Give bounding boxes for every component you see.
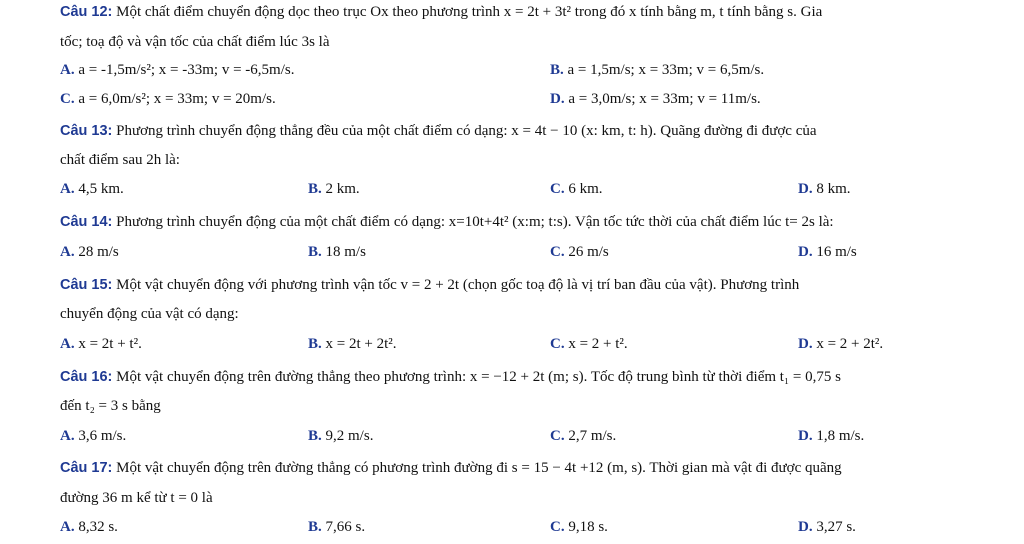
question-16-option-a[interactable]	[60, 426, 126, 446]
option-letter: D.	[798, 181, 813, 197]
option-letter: D.	[798, 519, 813, 535]
question-12-text: Một chất điểm chuyển động dọc theo trục Ox theo phương trình x = 2t + 3t² trong đó x tính bằng m, t tính bằng s. Gia	[112, 4, 823, 20]
question-15-line-1	[60, 275, 984, 295]
option-letter: D.	[550, 91, 565, 107]
question-16-line-2	[60, 396, 984, 416]
question-13-line-2	[60, 150, 984, 170]
question-17-options	[60, 517, 1000, 537]
option-text: 1,8 m/s.	[812, 428, 865, 444]
question-14-line-1	[60, 212, 984, 232]
option-letter: C.	[550, 519, 565, 535]
option-letter: A.	[60, 428, 75, 444]
option-letter: B.	[550, 62, 564, 78]
option-text: 18 m/s	[321, 244, 366, 260]
option-text: 3,6 m/s.	[74, 428, 127, 444]
question-17-text-cont: đường 36 m kể từ t = 0 là	[60, 490, 213, 506]
question-13-option-b[interactable]	[308, 179, 360, 199]
option-text: x = 2t + t².	[74, 336, 142, 352]
option-text: 9,2 m/s.	[321, 428, 374, 444]
question-13-line-1	[60, 121, 984, 141]
option-letter: D.	[798, 428, 813, 444]
option-text: x = 2 + t².	[564, 336, 628, 352]
option-letter: C.	[60, 91, 75, 107]
question-15-line-2	[60, 304, 984, 324]
question-14-title: Câu 14:	[60, 214, 113, 230]
option-letter: C.	[550, 244, 565, 260]
question-16-option-b[interactable]	[308, 426, 373, 446]
question-14-option-a[interactable]	[60, 242, 119, 262]
question-13-text: Phương trình chuyển động thẳng đều của một chất điểm có dạng: x = 4t − 10 (x: km, t: h). Quãng đường đi được của	[112, 123, 817, 139]
question-14-option-c[interactable]	[550, 242, 609, 262]
question-16-options	[60, 426, 1000, 446]
option-letter: B.	[308, 244, 322, 260]
question-17-text: Một vật chuyển động trên đường thẳng có phương trình đường đi s = 15 − 4t +12 (m, s). Thời gian mà vật đi được quãng	[112, 460, 842, 476]
question-17-title: Câu 17:	[60, 460, 113, 476]
option-text: a = 1,5m/s; x = 33m; v = 6,5m/s.	[563, 62, 765, 78]
question-15-option-d[interactable]	[798, 334, 883, 354]
question-16-option-c[interactable]	[550, 426, 616, 446]
option-text: x = 2t + 2t².	[321, 336, 397, 352]
question-17-line-2	[60, 488, 984, 508]
option-text: 2 km.	[321, 181, 360, 197]
question-12-line-2	[60, 32, 984, 52]
option-letter: B.	[308, 519, 322, 535]
question-15-options	[60, 334, 1000, 354]
question-12-title: Câu 12:	[60, 4, 113, 20]
option-text: 4,5 km.	[74, 181, 124, 197]
question-17-option-c[interactable]	[550, 517, 608, 537]
option-text: a = -1,5m/s²; x = -33m; v = -6,5m/s.	[74, 62, 295, 78]
question-15-text-cont: chuyển động của vật có dạng:	[60, 306, 239, 322]
question-14-option-d[interactable]	[798, 242, 857, 262]
question-15-title: Câu 15:	[60, 277, 113, 293]
option-text: 9,18 s.	[564, 519, 608, 535]
option-letter: A.	[60, 62, 75, 78]
option-letter: A.	[60, 181, 75, 197]
option-text: 8 km.	[812, 181, 851, 197]
question-16-text: Một vật chuyển động trên đường thẳng theo phương trình: x = −12 + 2t (m; s). Tốc độ trung bình từ thời điểm t₁ = 0,75 s	[112, 369, 841, 385]
option-letter: B.	[308, 336, 322, 352]
question-13-option-c[interactable]	[550, 179, 603, 199]
question-14-text: Phương trình chuyển động của một chất điểm có dạng: x=10t+4t² (x:m; t:s). Vận tốc tức thời của chất điểm lúc t= 2s là:	[112, 214, 834, 230]
option-letter: C.	[550, 181, 565, 197]
question-15-option-a[interactable]	[60, 334, 142, 354]
option-letter: B.	[308, 181, 322, 197]
question-12-options-row-2	[60, 89, 1000, 109]
question-13-options	[60, 179, 1000, 199]
option-text: 28 m/s	[74, 244, 119, 260]
option-text: 16 m/s	[812, 244, 857, 260]
option-text: 7,66 s.	[321, 519, 366, 535]
option-text: a = 3,0m/s; x = 33m; v = 11m/s.	[564, 91, 761, 107]
question-16-option-d[interactable]	[798, 426, 864, 446]
question-12-option-d[interactable]	[550, 89, 761, 109]
option-letter: C.	[550, 336, 565, 352]
question-12-option-c[interactable]	[60, 89, 276, 109]
question-17-line-1	[60, 458, 984, 478]
option-letter: A.	[60, 336, 75, 352]
question-15-option-c[interactable]	[550, 334, 628, 354]
question-13-option-a[interactable]	[60, 179, 124, 199]
question-12-options-row-1	[60, 60, 1000, 80]
question-12-option-a[interactable]	[60, 60, 294, 80]
option-text: 8,32 s.	[74, 519, 118, 535]
option-text: a = 6,0m/s²; x = 33m; v = 20m/s.	[74, 91, 276, 107]
question-16-line-1	[60, 367, 984, 387]
option-letter: B.	[308, 428, 322, 444]
question-14-option-b[interactable]	[308, 242, 366, 262]
question-16-text-cont: đến t₂ = 3 s bằng	[60, 398, 161, 414]
option-text: 6 km.	[564, 181, 603, 197]
option-letter: D.	[798, 336, 813, 352]
question-14-options	[60, 242, 1000, 262]
option-letter: A.	[60, 519, 75, 535]
question-15-text: Một vật chuyển động với phương trình vận tốc v = 2 + 2t (chọn gốc toạ độ là vị trí ban đầu của vật). Phương trình	[112, 277, 800, 293]
question-16-title: Câu 16:	[60, 369, 113, 385]
question-13-text-cont: chất điểm sau 2h là:	[60, 152, 180, 168]
option-text: 2,7 m/s.	[564, 428, 617, 444]
question-17-option-a[interactable]	[60, 517, 118, 537]
option-letter: D.	[798, 244, 813, 260]
question-17-option-b[interactable]	[308, 517, 365, 537]
question-12-line-1	[60, 2, 984, 22]
question-15-option-b[interactable]	[308, 334, 397, 354]
option-text: 3,27 s.	[812, 519, 856, 535]
question-17-option-d[interactable]	[798, 517, 856, 537]
option-text: x = 2 + 2t².	[812, 336, 884, 352]
option-letter: A.	[60, 244, 75, 260]
option-text: 26 m/s	[564, 244, 609, 260]
question-13-option-d[interactable]	[798, 179, 851, 199]
question-12-text-cont: tốc; toạ độ và vận tốc của chất điểm lúc 3s là	[60, 34, 330, 50]
option-letter: C.	[550, 428, 565, 444]
question-12-option-b[interactable]	[550, 60, 764, 80]
question-13-title: Câu 13:	[60, 123, 113, 139]
